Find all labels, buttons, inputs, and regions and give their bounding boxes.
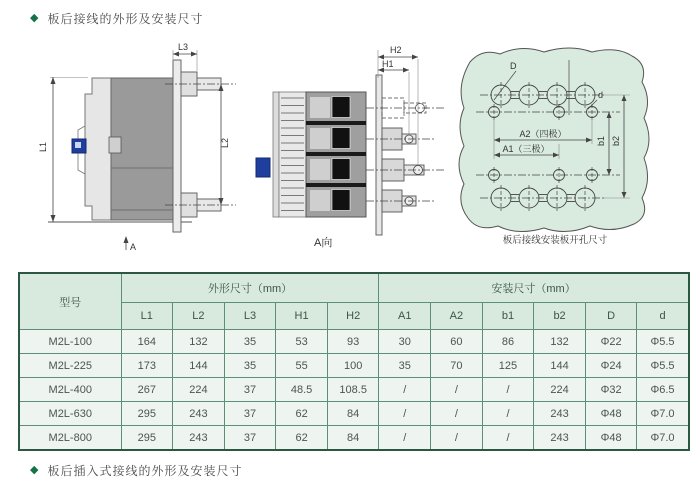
group-header-mount: 安装尺寸（mm）	[379, 273, 689, 303]
table-row	[19, 330, 689, 354]
table-cell: Φ22	[585, 330, 637, 354]
table-cell: Φ5.5	[637, 354, 689, 378]
table-cell: Φ32	[585, 378, 637, 402]
table-cell: 37	[224, 402, 276, 426]
table-cell: 48.5	[276, 378, 328, 402]
col-header: H2	[327, 303, 379, 330]
table-cell: 60	[431, 330, 483, 354]
table-cell: 93	[327, 330, 379, 354]
col-header-model: 型号	[19, 273, 121, 330]
table-cell: 144	[534, 354, 586, 378]
section-title-bottom	[30, 462, 242, 479]
table-cell: 84	[327, 426, 379, 451]
col-header: b2	[534, 303, 586, 330]
table-cell: 144	[173, 354, 225, 378]
model-cell: M2L-800	[19, 426, 121, 451]
model-cell: M2L-225	[19, 354, 121, 378]
table-cell: 295	[121, 426, 173, 451]
col-header: A1	[379, 303, 431, 330]
table-cell: 84	[327, 402, 379, 426]
dim-label-l2: L2	[220, 137, 230, 148]
col-header: d	[637, 303, 689, 330]
dim-label-hole-large: D	[510, 61, 517, 71]
section-title-top	[30, 10, 203, 27]
table-cell: 132	[534, 330, 586, 354]
table-cell: 164	[121, 330, 173, 354]
table-cell: /	[431, 378, 483, 402]
a-view-caption: A向	[314, 237, 333, 249]
table-cell: 35	[379, 354, 431, 378]
dim-label-l3: L3	[178, 42, 189, 52]
table-cell: 55	[276, 354, 328, 378]
section-title-text: 板后插入式接线的外形及安装尺寸	[47, 464, 243, 478]
table-cell: 62	[276, 426, 328, 451]
table-cell: Φ24	[585, 354, 637, 378]
table-cell: Φ48	[585, 426, 637, 451]
dimension-table	[18, 272, 690, 451]
side-view-drawing	[30, 40, 262, 258]
table-cell: 62	[276, 402, 328, 426]
table-cell: 243	[534, 402, 586, 426]
table-group-header-row	[19, 273, 689, 303]
table-row	[19, 378, 689, 402]
mounting-plate	[376, 75, 382, 235]
table-cell: 125	[482, 354, 534, 378]
breaker-handle	[256, 158, 270, 177]
table-cell: Φ7.0	[637, 402, 689, 426]
table-cell: 53	[276, 330, 328, 354]
col-header: H1	[276, 303, 328, 330]
dim-label-a1: A1（三极）	[502, 144, 550, 154]
a-view-drawing	[254, 40, 458, 258]
table-cell: /	[431, 426, 483, 451]
model-cell: M2L-630	[19, 402, 121, 426]
table-cell: Φ5.5	[637, 330, 689, 354]
table-cell: 37	[224, 426, 276, 451]
dim-label-l1: L1	[38, 141, 48, 152]
model-cell: M2L-400	[19, 378, 121, 402]
dim-label-hole-small: d	[598, 90, 604, 100]
view-direction-label: A	[130, 242, 137, 252]
col-header: L1	[121, 303, 173, 330]
table-cell: /	[431, 402, 483, 426]
table-cell: 100	[327, 354, 379, 378]
table-cell: /	[379, 402, 431, 426]
diamond-bullet-icon: ◆	[30, 464, 40, 476]
table-cell: 243	[534, 426, 586, 451]
table-cell: 132	[173, 330, 225, 354]
figure-side-view	[30, 40, 262, 258]
dim-label-a2: A2（四极）	[519, 129, 567, 139]
table-row	[19, 402, 689, 426]
table-cell: /	[482, 426, 534, 451]
table-cell: Φ6.5	[637, 378, 689, 402]
table-cell: 295	[121, 402, 173, 426]
diamond-bullet-icon: ◆	[30, 12, 40, 24]
table-cell: 173	[121, 354, 173, 378]
table-cell: 35	[224, 330, 276, 354]
table-cell: /	[482, 378, 534, 402]
table-cell: /	[379, 426, 431, 451]
drill-plate-caption: 板后接线安装板开孔尺寸	[502, 235, 608, 246]
table-cell: 224	[534, 378, 586, 402]
breaker-label-plate	[109, 137, 121, 153]
col-header: L3	[224, 303, 276, 330]
dim-label-b2: b2	[611, 135, 621, 146]
table-cell: 70	[431, 354, 483, 378]
drill-plate-drawing	[452, 40, 696, 258]
table-cell: 37	[224, 378, 276, 402]
table-cell: 267	[121, 378, 173, 402]
dim-label-b1: b1	[596, 135, 606, 146]
dim-label-h2: H2	[390, 45, 402, 55]
table-cell: /	[379, 378, 431, 402]
figure-a-view	[254, 40, 458, 258]
table-cell: 30	[379, 330, 431, 354]
model-cell: M2L-100	[19, 330, 121, 354]
table-cell: Φ7.0	[637, 426, 689, 451]
figure-drill-plate	[452, 40, 696, 258]
table-cell: Φ48	[585, 402, 637, 426]
dim-label-h1: H1	[382, 59, 394, 69]
col-header: D	[585, 303, 637, 330]
group-header-outline: 外形尺寸（mm）	[121, 273, 379, 303]
col-header: b1	[482, 303, 534, 330]
table-cell: 243	[173, 426, 225, 451]
table-row	[19, 354, 689, 378]
section-title-text: 板后接线的外形及安装尺寸	[47, 12, 204, 26]
table-cell: /	[482, 402, 534, 426]
table-cell: 108.5	[327, 378, 379, 402]
col-header: A2	[431, 303, 483, 330]
table-row	[19, 426, 689, 451]
table-cell: 86	[482, 330, 534, 354]
mounting-plate	[173, 60, 181, 232]
table-cell: 35	[224, 354, 276, 378]
table-cell: 224	[173, 378, 225, 402]
col-header: L2	[173, 303, 225, 330]
table-cell: 243	[173, 402, 225, 426]
